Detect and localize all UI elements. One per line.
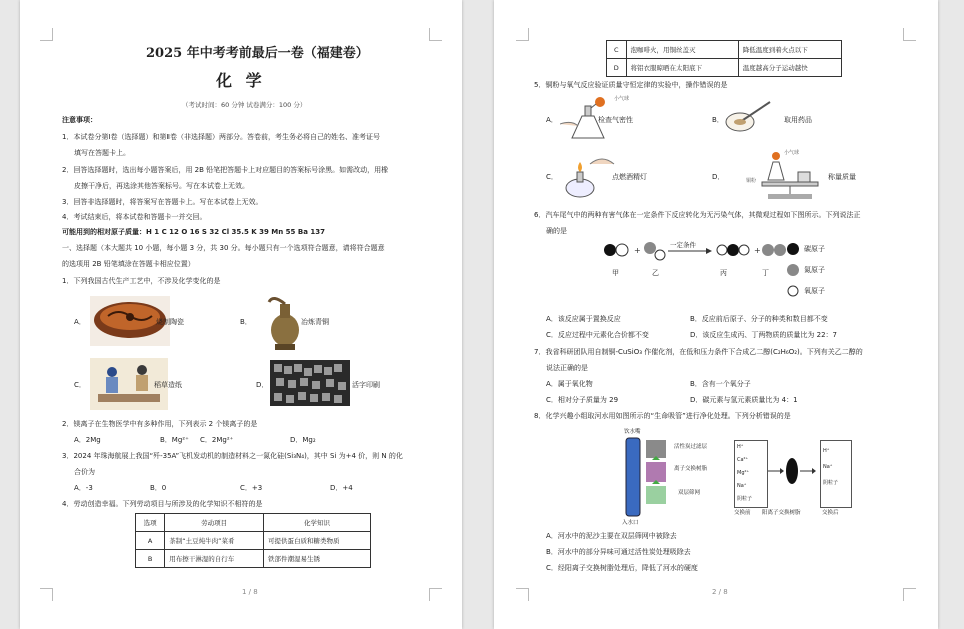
corner-mark <box>903 28 916 41</box>
table-cell: 将铝衣服晾晒在太阳底下 <box>626 59 738 77</box>
nitrogen-atom <box>644 242 656 254</box>
reaction-diagram <box>602 240 812 264</box>
diagram-label: 交换后 <box>822 510 839 516</box>
carbon-atom <box>727 244 739 256</box>
option: C．反应过程中元素化合价都不变 <box>546 331 649 339</box>
option: B．0 <box>150 484 167 492</box>
balance-image <box>760 150 820 200</box>
corner-mark <box>40 28 53 41</box>
option: B．Mg²⁺ <box>160 436 189 444</box>
diagram-label: 交换前 <box>734 510 751 516</box>
option: B．含有一个氧分子 <box>690 380 751 388</box>
ion: Na⁺ <box>823 464 833 470</box>
option: A．属于氧化物 <box>546 380 593 388</box>
balloon-label: 小气球 <box>614 96 630 102</box>
table-cell: 泡咖啡火，用铜丝盖灭 <box>626 41 738 59</box>
question-8: 8．化学兴趣小组取河水用如图所示的“生命吸管”进行净化处理。下列分析错误的是 <box>534 412 791 420</box>
oxygen-atom <box>655 250 665 260</box>
table-header-row <box>136 514 371 532</box>
copper-label: 铜粉 <box>746 178 757 184</box>
table-cell: D <box>607 59 627 77</box>
option-text: 活字印刷 <box>352 381 380 389</box>
note-line: 填写在答题卡上。 <box>74 149 130 157</box>
oxygen-atom <box>717 245 727 255</box>
note-line: 2．回答选择题时，选出每小题答案后，用 2B 铅笔把答题卡上对应题目的答案标号涂黑。如需改动，用橡 <box>62 166 389 174</box>
table-cell: C <box>607 41 627 59</box>
alcohol-lamp-image <box>562 150 618 200</box>
page-title: 2025 年中考考前最后一卷（福建卷） <box>146 46 369 61</box>
table-cell: 用布擦干淋湿的自行车 <box>165 550 264 568</box>
oxygen-atom <box>616 244 628 256</box>
question-7-cont: 说法正确的是 <box>546 364 588 372</box>
ions-before-box <box>734 440 768 508</box>
option-label: C． <box>74 381 86 389</box>
table-cell: 可提供蛋白质和糖类物质 <box>263 532 370 550</box>
option: B．河水中的部分异味可通过活性炭处理吸除去 <box>546 548 691 556</box>
option: D．+4 <box>330 484 353 492</box>
table-cell: A <box>136 532 165 550</box>
option: C．2Mg²⁺ <box>200 436 234 444</box>
ion: H⁺ <box>823 448 830 454</box>
question-6: 6．汽车尾气中的两种有害气体在一定条件下反应转化为无污染气体，其微观过程如下图所示。下列说法正 <box>534 211 861 219</box>
ions-after-box <box>820 440 852 508</box>
spatula-image <box>724 98 774 138</box>
nitrogen-atom <box>762 244 774 256</box>
table-header: 化学知识 <box>263 514 370 532</box>
option: C．经阳离子交换树脂处理后，降低了河水的硬度 <box>546 564 698 572</box>
legend-nitrogen: 氮原子 <box>804 266 825 274</box>
corner-mark <box>429 588 442 601</box>
table-row <box>607 41 842 59</box>
layer-label: 双层筛网 <box>678 490 701 496</box>
table-cell: 茶制“土豆炖牛肉”菜肴 <box>165 532 264 550</box>
reaction-condition: 一定条件 <box>670 241 696 249</box>
question-2: 2．镁离子在生物医学中有多种作用，下列表示 2 个镁离子的是 <box>62 420 258 428</box>
table-cell: 铁部件潮湿易生锈 <box>263 550 370 568</box>
question-7: 7．我省科研团队用自制铜-CuSiO₃ 作催化剂，在低和压力条件下合成乙二醇(C₂H₆O₂)。下列有关乙二醇的 <box>534 348 863 356</box>
option: B．反应前后原子、分子的种类和数目都不变 <box>690 315 828 323</box>
q4-table-continued <box>606 40 842 77</box>
option-label: D． <box>712 173 725 181</box>
atomic-masses: 可能用到的相对原子质量：H 1 C 12 O 16 S 32 Cl 35.5 K 39 Mn 55 Ba 137 <box>62 228 325 236</box>
ion: 阴粒子 <box>737 496 753 502</box>
corner-mark <box>903 588 916 601</box>
legend-carbon: 碳原子 <box>804 245 825 253</box>
page-1 <box>20 0 462 629</box>
diagram-label: 阳离子交换树脂 <box>762 510 801 516</box>
question-3: 3．2024 年珠海航展上我国“歼-35A”飞机发动机的制造材料之一氮化硅(Si₃N₄)，其中 Si 为+4 价，则 N 的化 <box>62 452 403 460</box>
ion: Na⁺ <box>737 483 747 489</box>
ion: H⁺ <box>737 444 744 450</box>
option-text: 稻草造纸 <box>154 381 182 389</box>
ion: Mg²⁺ <box>737 470 750 476</box>
question-1: 1．下列我国古代生产工艺中，不涉及化学变化的是 <box>62 277 221 285</box>
corner-mark <box>429 28 442 41</box>
life-straw-image <box>624 436 672 518</box>
bronze-vessel-image <box>265 290 305 352</box>
option: A．河水中的泥沙主要在双层筛网中被除去 <box>546 532 677 540</box>
subject-title: 化 学 <box>216 71 266 90</box>
molecule-label: 甲 <box>612 269 619 277</box>
note-line: 3．回答非选择题时，将答案写在答题卡上。写在本试卷上无效。 <box>62 198 263 206</box>
table-row <box>607 59 842 77</box>
table-header: 劳动项目 <box>165 514 264 532</box>
option-label: C． <box>546 173 558 181</box>
option: A．该反应属于置换反应 <box>546 315 621 323</box>
movable-type-image <box>270 360 350 406</box>
option-text: 称量质量 <box>828 173 856 181</box>
question-4: 4．劳动创造幸福。下列劳动项目与所涉及的化学知识不相符的是 <box>62 500 263 508</box>
svg-text:+: + <box>754 246 761 255</box>
diagram-label: 入水口 <box>622 520 639 526</box>
q4-table <box>135 513 371 568</box>
option: C．相对分子质量为 29 <box>546 396 619 404</box>
exam-meta: （考试时间：60 分钟 试卷满分：100 分） <box>182 101 307 109</box>
option: D．Mg₂ <box>290 436 316 444</box>
option: D．碳元素与氢元素质量比为 4：1 <box>690 396 798 404</box>
layer-label: 活性炭过滤层 <box>674 444 708 450</box>
resin-arrows <box>766 456 818 486</box>
option-label: B． <box>240 318 252 326</box>
note-line: 4．考试结束后，将本试卷和答题卡一并交回。 <box>62 213 207 221</box>
table-cell: 降低温度到着火点以下 <box>738 41 841 59</box>
oxygen-atom <box>739 245 749 255</box>
ion: 阴粒子 <box>823 480 839 486</box>
option-text: 点燃酒精灯 <box>612 173 647 181</box>
option-label: B． <box>712 116 724 124</box>
option-text: 烧制陶瓷 <box>156 318 184 326</box>
molecule-label: 丁 <box>762 269 769 277</box>
table-cell: B <box>136 550 165 568</box>
option: A．2Mg <box>74 436 101 444</box>
molecule-label: 乙 <box>652 269 659 277</box>
option-label: D． <box>256 381 269 389</box>
question-5: 5．铜粉与氧气反应验证质量守恒定律的实验中，操作错误的是 <box>534 81 728 89</box>
balloon-label: 小气球 <box>784 150 800 156</box>
note-line: 1．本试卷分第Ⅰ卷（选择题）和第Ⅱ卷（非选择题）两部分。答卷前，考生务必将自己的姓名、准考证号 <box>62 133 380 141</box>
page-2 <box>494 0 938 629</box>
svg-text:+: + <box>634 246 641 255</box>
option-text: 冶炼青铜 <box>301 318 329 326</box>
table-row <box>136 550 371 568</box>
option: A．-3 <box>74 484 93 492</box>
corner-mark <box>516 588 529 601</box>
question-3-cont: 合价为 <box>74 468 95 476</box>
option-text: 检查气密性 <box>598 116 633 124</box>
option: C．+3 <box>240 484 263 492</box>
option: D．该反应生成丙、丁两物质的质量比为 22：7 <box>690 331 837 339</box>
option-label: A． <box>546 116 558 124</box>
question-6-cont: 确的是 <box>546 227 567 235</box>
table-cell: 温度越高分子运动越快 <box>738 59 841 77</box>
notes-heading: 注意事项： <box>62 116 97 124</box>
note-line: 皮擦干净后，再选涂其他答案标号。写在本试卷上无效。 <box>74 182 249 190</box>
corner-mark <box>40 588 53 601</box>
legend-oxygen: 氧原子 <box>804 287 825 295</box>
ion: Ca²⁺ <box>737 457 749 463</box>
section-heading: 一、选择题（本大题共 10 小题，每小题 3 分，共 30 分。每小题只有一个选项符合题意，请将符合题意 <box>62 244 385 252</box>
table-header: 选项 <box>136 514 165 532</box>
option-text: 取用药品 <box>784 116 812 124</box>
page-number: 2 / 8 <box>712 588 728 596</box>
corner-mark <box>516 28 529 41</box>
option-label: A． <box>74 318 86 326</box>
page-number: 1 / 8 <box>242 588 258 596</box>
legend-atoms <box>786 242 800 298</box>
table-row <box>136 532 371 550</box>
layer-label: 离子交换树脂 <box>674 466 708 472</box>
carbon-atom <box>604 244 616 256</box>
scrollbar[interactable] <box>944 0 964 629</box>
diagram-label: 饮水嘴 <box>624 429 641 435</box>
molecule-label: 丙 <box>720 269 727 277</box>
nitrogen-atom <box>774 244 786 256</box>
section-heading: 的选项用 2B 铅笔填涂在答题卡相应位置） <box>62 260 195 268</box>
